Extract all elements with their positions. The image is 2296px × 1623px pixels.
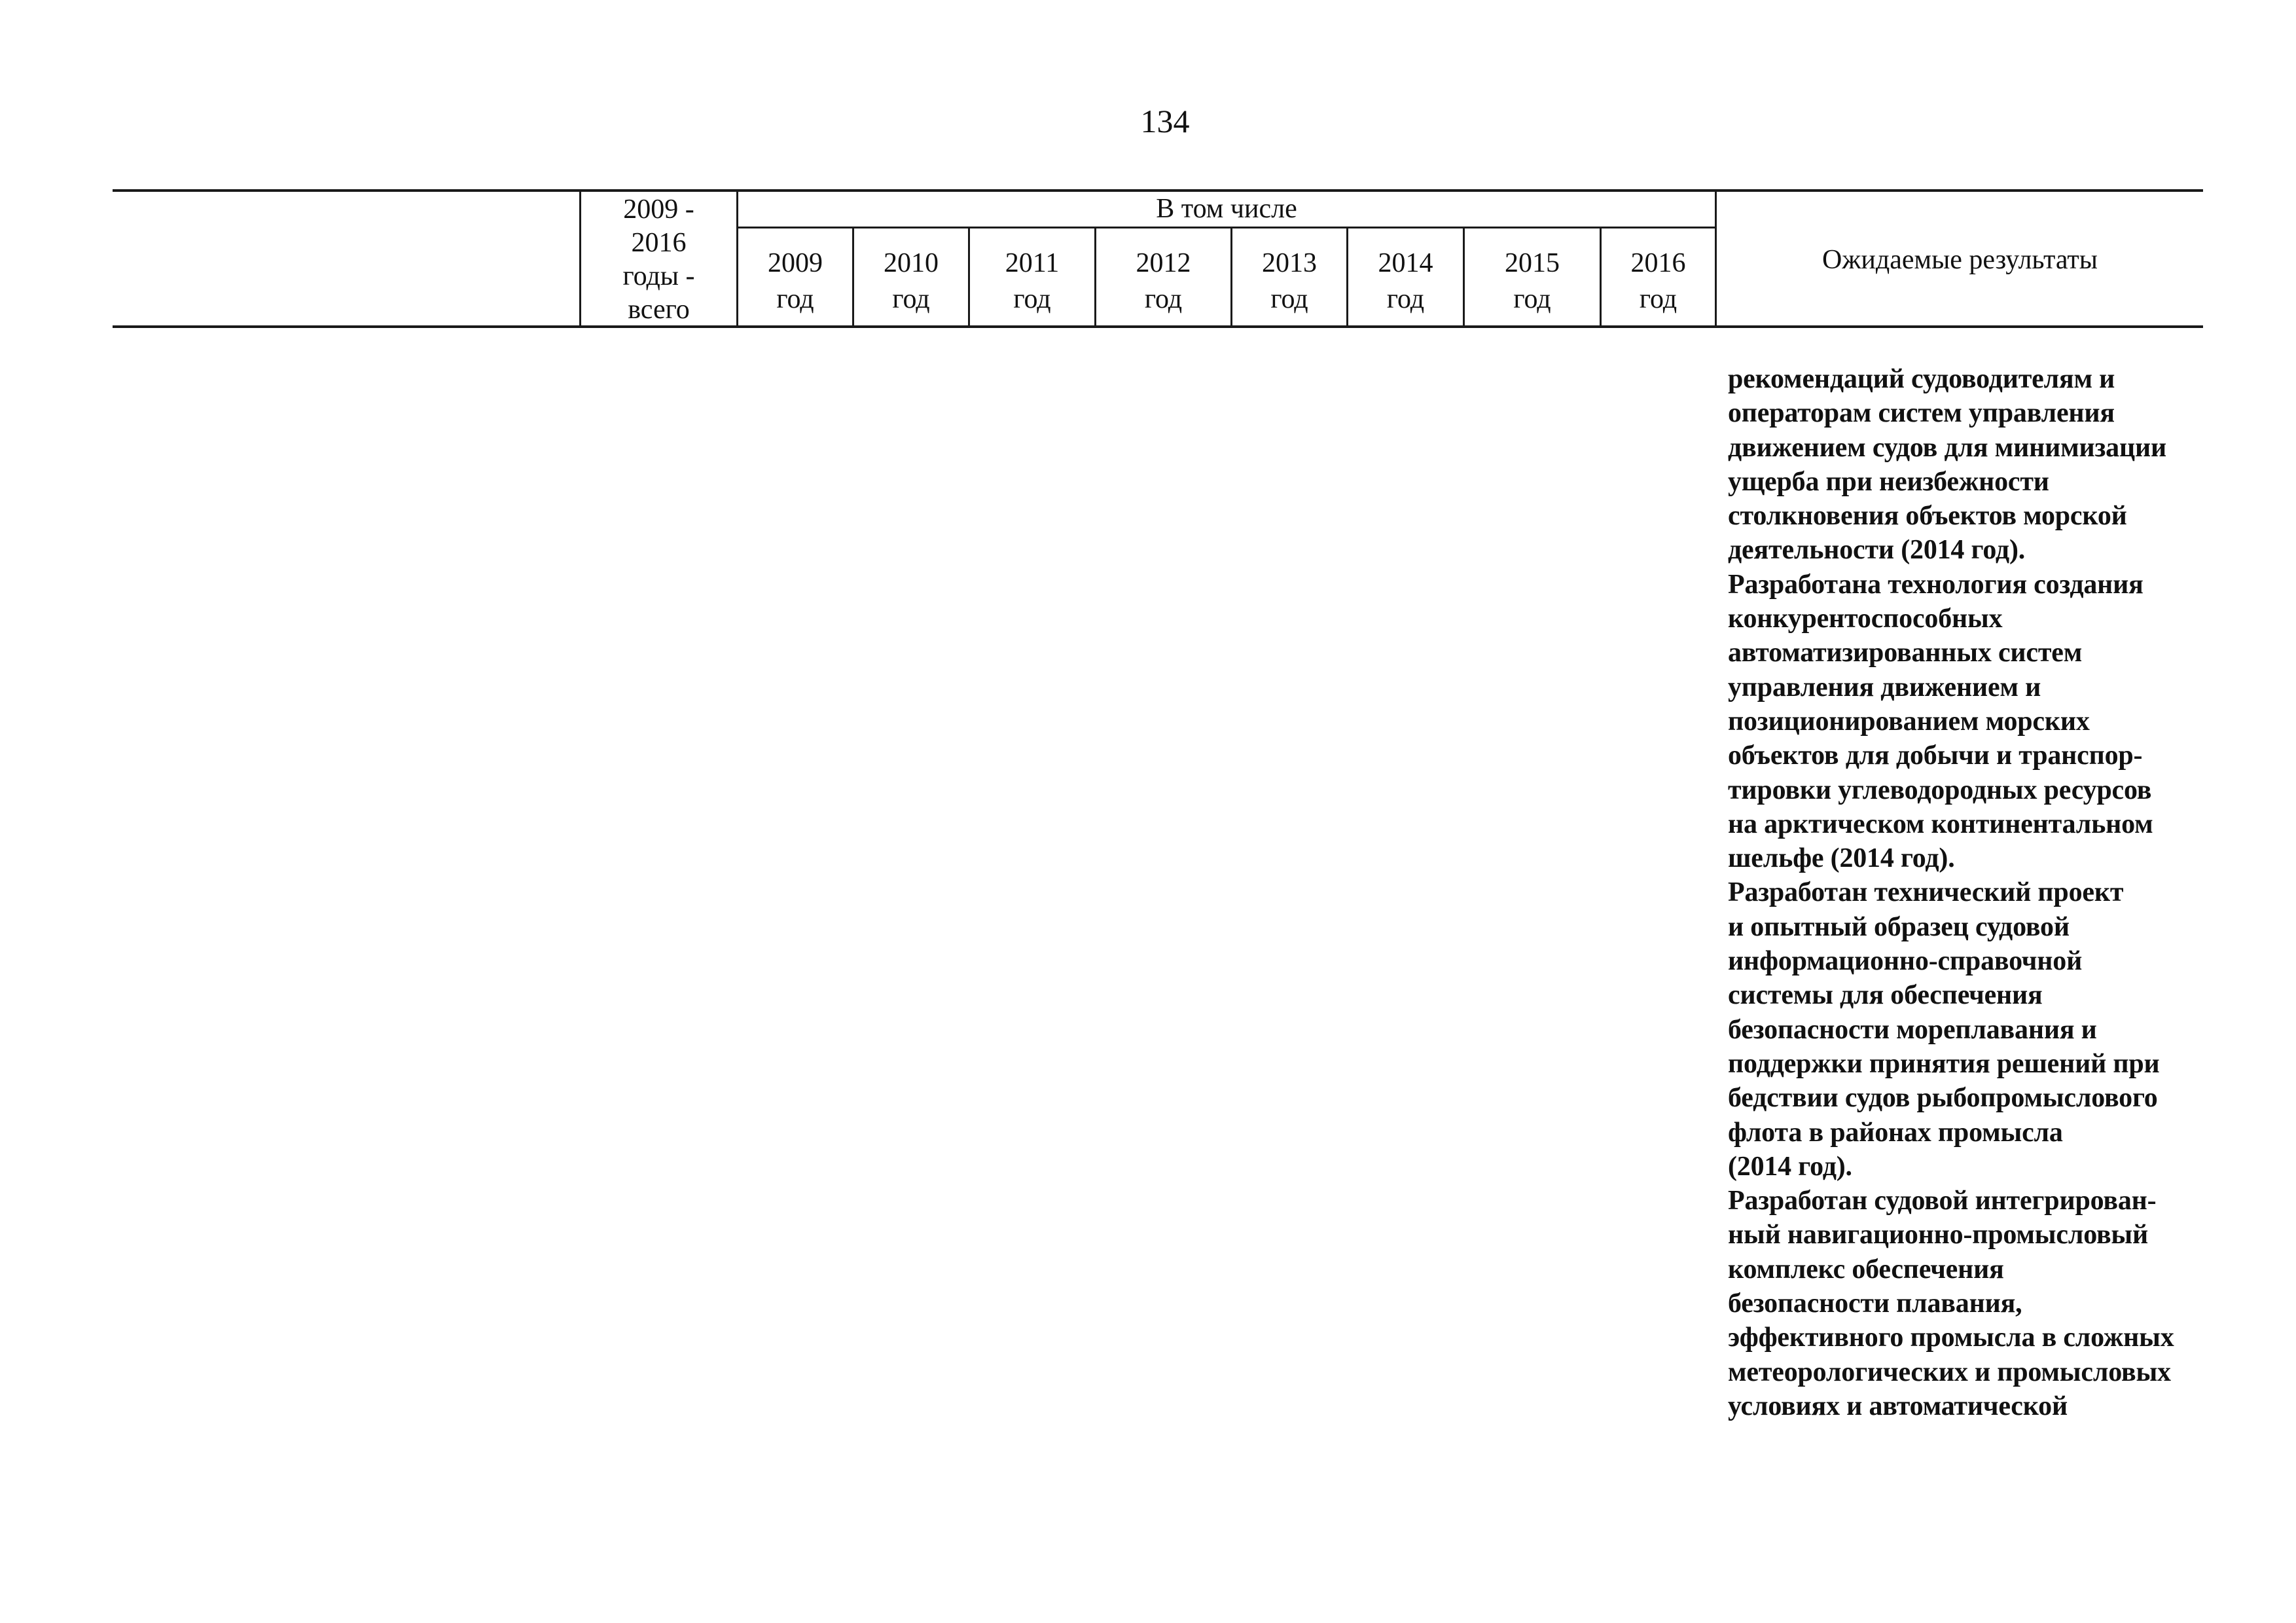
table-header [113,189,2203,328]
year-unit: год [1270,284,1308,314]
year-unit: год [776,284,814,314]
year-label: 2010 [884,248,939,278]
year-unit: год [1513,284,1551,314]
year-label: 2009 [768,248,823,278]
year-header [738,246,852,318]
results-column-header: Ожидаемые результаты [1822,245,2098,275]
year-unit: год [1144,284,1183,314]
year-header [1096,246,1230,318]
year-label: 2011 [1005,248,1060,278]
year-unit: год [1013,284,1051,314]
year-unit: год [1639,284,1677,314]
year-header [854,246,968,318]
year-header [1465,246,1600,318]
year-header [970,246,1094,318]
year-label: 2012 [1136,248,1191,278]
year-label: 2016 [1630,248,1686,278]
year-header [1232,246,1346,318]
year-label: 2015 [1505,248,1560,278]
group-header: В том числе [1156,194,1297,224]
expected-results-text: рекомендаций судоводителям и операторам систем управления движением судов для минимизации ущерба при неизбежности столкновения объектов морской деятельности (2014 год). Разработана технология создания конкурентоспособных автоматизированных систем управления движением и позиционированием морских объектов для добычи и транспор- тировки углеводородных ресурсов на арктическом континентальном шельфе (2014 год). Разработан технический проект и опытный образец судовой информационно-справочной системы для обеспечения безопасности мореплавания и поддержки принятия решений при бедствии судов рыбопромыслового флота в районах промысла (2014 год). Разработан судовой интегрирован- ный навигационно-промысловый комплекс обеспечения безопасности плавания, эффективного промысла в сложных метеорологических и промысловых условиях и автоматической [1728,364,2174,1421]
year-header [1348,246,1463,318]
year-unit: год [892,284,930,314]
group-divider [736,227,1717,228]
total-column-header: 2009 - 2016 годы - всего [622,194,695,325]
year-unit: год [1386,284,1425,314]
page-number: 134 [1140,103,1190,139]
year-label: 2014 [1378,248,1433,278]
year-label: 2013 [1262,248,1317,278]
year-header [1602,246,1715,318]
